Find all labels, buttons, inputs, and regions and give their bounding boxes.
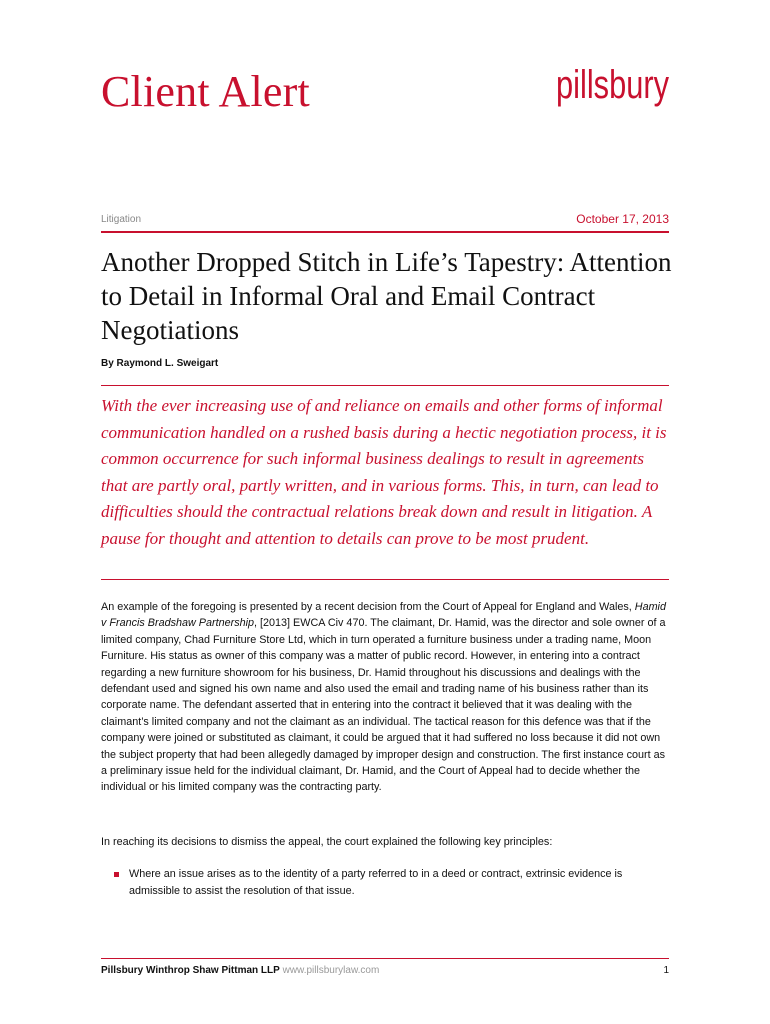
case-name: Hamid v Francis Bradshaw Partnership (101, 601, 666, 630)
list-item (112, 866, 672, 900)
category-label: Litigation (101, 214, 142, 225)
footer-divider (101, 958, 669, 959)
pillsbury-logo (556, 63, 671, 128)
article-title: Another Dropped Stitch in Life’s Tapestry: Attention to Detail in Informal Oral and Email Contract Negotiations (101, 247, 672, 345)
paragraph-text: An example of the foregoing is presented by a recent decision from the Court of Appeal for England and Wales, (101, 601, 635, 613)
lead-top-divider (101, 385, 669, 386)
firm-website-link[interactable]: www.pillsburylaw.com (282, 965, 380, 976)
body-paragraph-1 (101, 599, 671, 796)
footer (101, 965, 379, 976)
lead-bottom-divider (101, 579, 669, 580)
principles-list (112, 866, 672, 900)
logo-wordmark: pillsbury (556, 63, 669, 107)
byline: By Raymond L. Sweigart (101, 358, 219, 369)
firm-name: Pillsbury Winthrop Shaw Pittman LLP (101, 965, 280, 976)
body-paragraph-2: In reaching its decisions to dismiss the appeal, the court explained the following key principles: (101, 836, 553, 848)
paragraph-text: , [2013] EWCA Civ 470. The claimant, Dr. Hamid, was the director and sole owner of a limited company, Chad Furniture Store Ltd, which in turn operated a furniture business under a trading name, Moon Furniture. His status as owner of this company was a matter of public record. However, in entering into a contract regarding a new furniture showroom for his business, Dr. Hamid throughout his discussions and dealings with the defendant used and signed his own name and also used the email and trading name of his business rather than its corporate name. The defendant asserted that in entering into the contract it believed that it was dealing with the claimant’s limited company and not the claimant as an individual. The tactical reason for this defence was that if the company were joined or substituted as claimant, it could be argued that it had suffered no loss because it did not own the subject property that had been allegedly damaged by improper design and construction. The first instance court as a preliminary issue held for the individual claimant, Dr. Hamid, and the Court of Appeal had to decide whether the individual or his limited company was the contracting party. (101, 617, 666, 794)
client-alert-title: Client Alert (101, 67, 310, 116)
list-item-text: Where an issue arises as to the identity of a party referred to in a deed or contract, extrinsic evidence is admissible to assist the resolution of that issue. (129, 868, 623, 897)
bullet-square-icon (114, 872, 119, 877)
page-number: 1 (663, 965, 669, 976)
lead-paragraph: With the ever increasing use of and reliance on emails and other forms of informal communication handled on a rushed basis during a hectic negotiation process, it is common occurrence for such informal business dealings to result in agreements that are partly oral, partly written, and in various forms. This, in turn, can lead to difficulties should the contractual relations break down and result in litigation. A pause for thought and attention to details can prove to be most prudent. (101, 396, 667, 548)
header-divider (101, 231, 669, 233)
publication-date: October 17, 2013 (576, 212, 669, 226)
